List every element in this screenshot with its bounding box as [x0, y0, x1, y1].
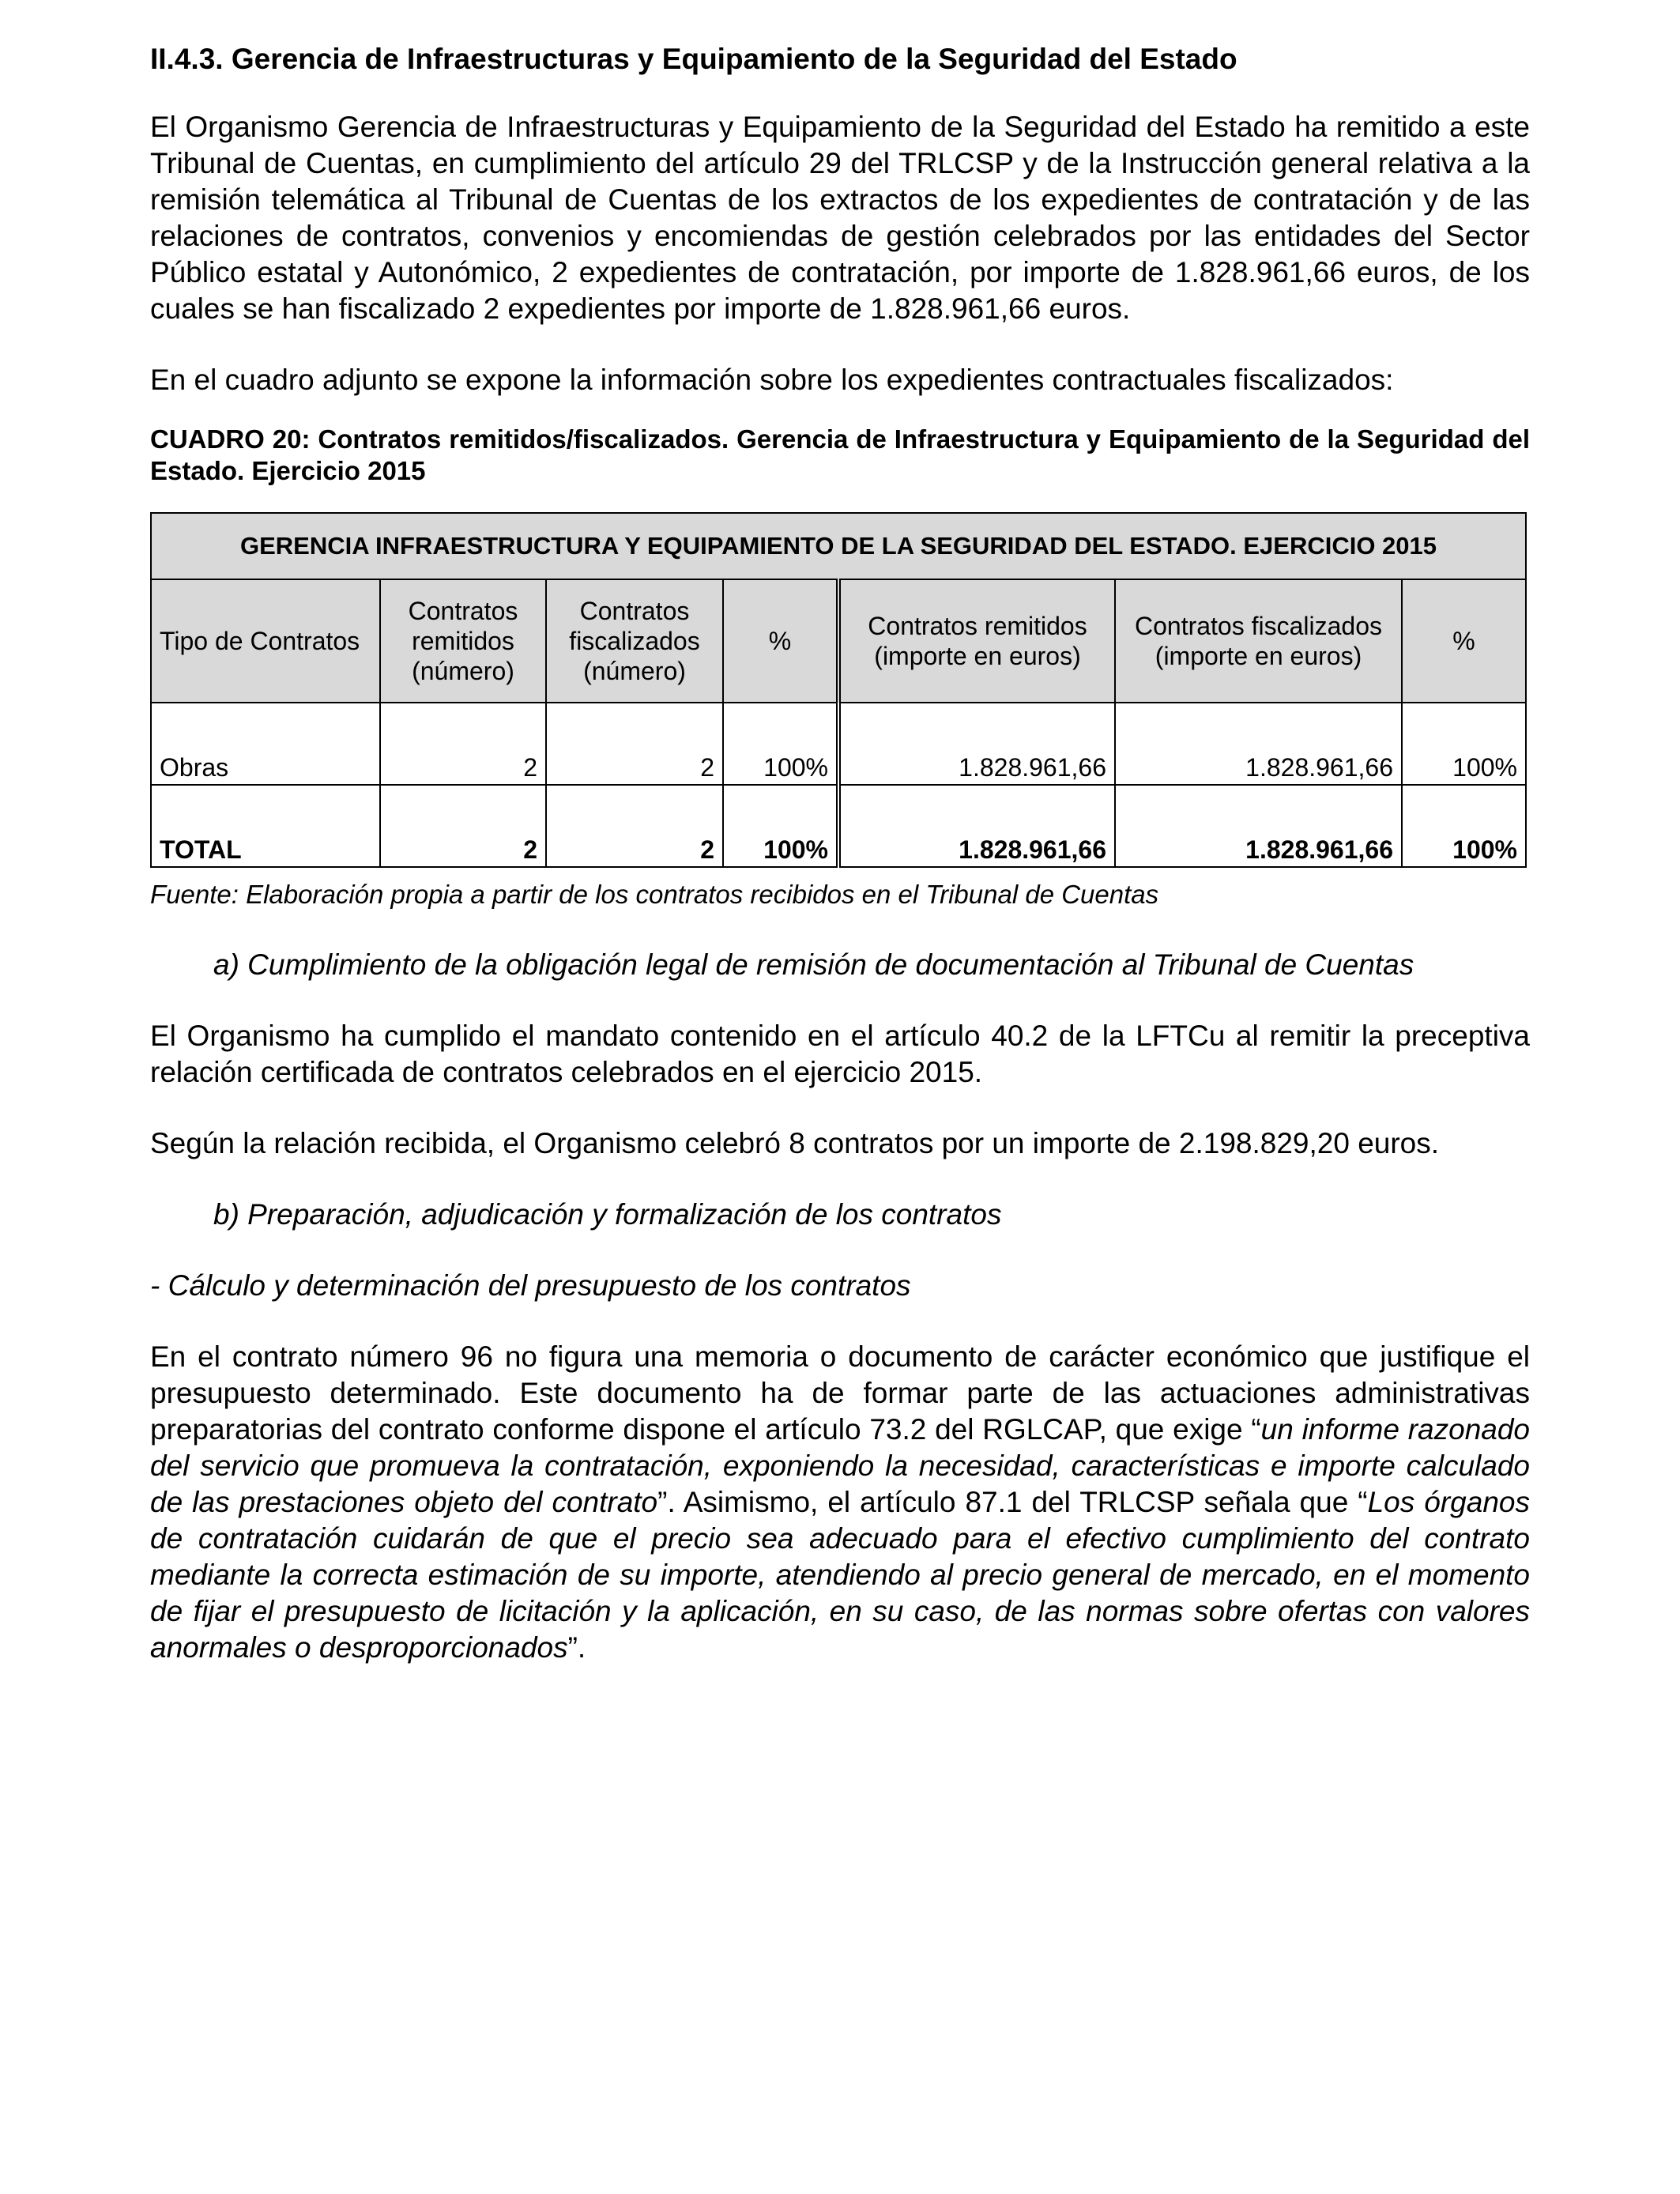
- cell-tipo: Obras: [151, 703, 380, 785]
- header-porcentaje-numero: %: [723, 579, 838, 703]
- header-porcentaje-importe: %: [1402, 579, 1526, 703]
- header-remitidos-importe: Contratos remitidos (importe en euros): [838, 579, 1115, 703]
- table-row: [151, 703, 1526, 785]
- paragraph-b-quote2: Los órganos de contratación cuidarán de que el precio sea adecuado para el efectivo cumplimiento del contrato mediante la correcta estimación de su importe, atendiendo al precio general de mercado, en el momento de fijar el presupuesto de licitación y la aplicación, en su caso, de las normas sobre ofertas con valores anormales o desproporcionados: [150, 1486, 1530, 1664]
- cell-remitidos-numero: 2: [380, 703, 546, 785]
- table-header-row: [151, 579, 1526, 703]
- total-tipo: TOTAL: [151, 785, 380, 867]
- total-remitidos-importe: 1.828.961,66: [838, 785, 1115, 867]
- heading-a: a) Cumplimiento de la obligación legal de remisión de documentación al Tribunal de Cuentas: [213, 948, 1414, 981]
- table-title: GERENCIA INFRAESTRUCTURA Y EQUIPAMIENTO DE LA SEGURIDAD DEL ESTADO. EJERCICIO 2015: [151, 513, 1526, 579]
- table-caption: CUADRO 20: Contratos remitidos/fiscalizados. Gerencia de Infraestructura y Equipamiento de la Seguridad del Estado. Ejercicio 2015: [150, 424, 1530, 485]
- cell-porcentaje-numero: 100%: [723, 703, 838, 785]
- paragraph-a1: El Organismo ha cumplido el mandato contenido en el artículo 40.2 de la LFTCu al remitir la preceptiva relación certificada de contratos celebrados en el ejercicio 2015.: [150, 1020, 1530, 1088]
- total-fiscalizados-numero: 2: [546, 785, 723, 867]
- cell-porcentaje-importe: 100%: [1402, 703, 1526, 785]
- total-porcentaje-numero: 100%: [723, 785, 838, 867]
- contracts-table: [150, 512, 1527, 868]
- table-intro-paragraph: En el cuadro adjunto se expone la información sobre los expedientes contractuales fiscalizados:: [150, 364, 1394, 396]
- paragraph-b-quote1: un informe razonado del servicio que promueva la contratación, exponiendo la necesidad, características e importe calculado de las prestaciones objeto del contrato: [150, 1413, 1530, 1518]
- header-fiscalizados-importe: Contratos fiscalizados (importe en euros): [1115, 579, 1402, 703]
- header-remitidos-numero: Contratos remitidos (número): [380, 579, 546, 703]
- total-porcentaje-importe: 100%: [1402, 785, 1526, 867]
- cell-fiscalizados-importe: 1.828.961,66: [1115, 703, 1402, 785]
- paragraph-b-part1: En el contrato número 96 no figura una memoria o documento de carácter económico que justifique el presupuesto determinado. Este documento ha de formar parte de las actuaciones administrativas preparatorias del contrato conforme dispone el artículo 73.2 del RGLCAP, que exige “: [150, 1340, 1530, 1446]
- cell-remitidos-importe: 1.828.961,66: [838, 703, 1115, 785]
- heading-b: b) Preparación, adjudicación y formalización de los contratos: [213, 1198, 1002, 1231]
- paragraph-b: [150, 1339, 1530, 1666]
- document-page: [150, 41, 1530, 1701]
- header-tipo: Tipo de Contratos: [151, 579, 380, 703]
- header-fiscalizados-numero: Contratos fiscalizados (número): [546, 579, 723, 703]
- total-remitidos-numero: 2: [380, 785, 546, 867]
- heading-b-sub: - Cálculo y determinación del presupuesto de los contratos: [150, 1269, 911, 1302]
- paragraph-b-part3: ”.: [567, 1631, 586, 1664]
- paragraph-b-part2: ”. Asimismo, el artículo 87.1 del TRLCSP señala que “: [657, 1486, 1368, 1518]
- total-fiscalizados-importe: 1.828.961,66: [1115, 785, 1402, 867]
- table-source: Fuente: Elaboración propia a partir de los contratos recibidos en el Tribunal de Cuentas: [150, 880, 1159, 909]
- table-title-row: [151, 513, 1526, 579]
- table-total-row: [151, 785, 1526, 867]
- section-title: II.4.3. Gerencia de Infraestructuras y Equipamiento de la Seguridad del Estado: [150, 43, 1237, 75]
- paragraph-a2: Según la relación recibida, el Organismo celebró 8 contratos por un importe de 2.198.829,20 euros.: [150, 1127, 1440, 1159]
- cell-fiscalizados-numero: 2: [546, 703, 723, 785]
- intro-paragraph: El Organismo Gerencia de Infraestructuras y Equipamiento de la Seguridad del Estado ha remitido a este Tribunal de Cuentas, en cumplimiento del artículo 29 del TRLCSP y de la Instrucción general relativa a la remisión telemática al Tribunal de Cuentas de los extractos de los expedientes de contratación y de las relaciones de contratos, convenios y encomiendas de gestión celebrados por las entidades del Sector Público estatal y Autonómico, 2 expedientes de contratación, por importe de 1.828.961,66 euros, de los cuales se han fiscalizado 2 expedientes por importe de 1.828.961,66 euros.: [150, 111, 1530, 325]
